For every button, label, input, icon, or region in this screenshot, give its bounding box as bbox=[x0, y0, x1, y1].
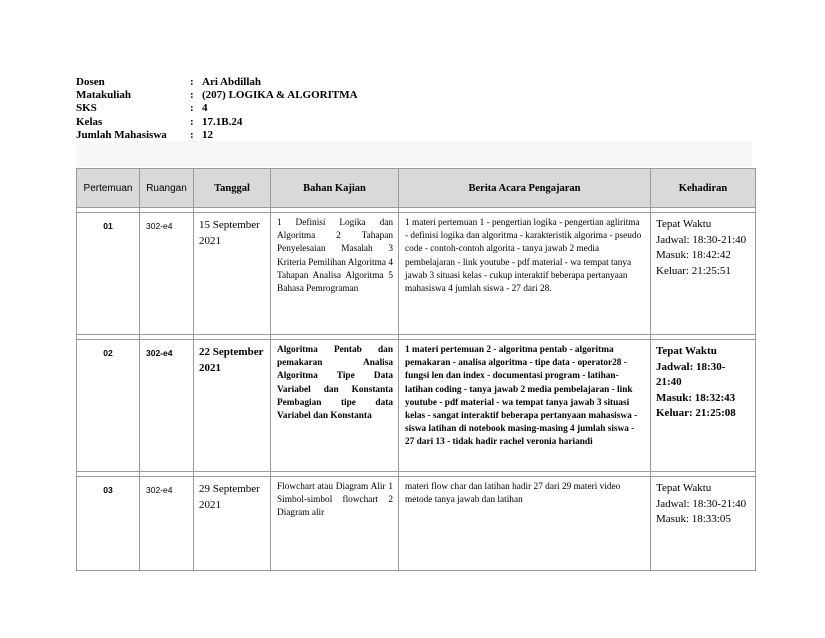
attendance-check-out: Keluar: 21:25:08 bbox=[656, 407, 736, 419]
column-header-ruangan: Ruangan bbox=[140, 169, 194, 208]
cell-ruangan: 302-e4 bbox=[140, 213, 194, 335]
matakuliah-value: (207) LOGIKA & ALGORITMA bbox=[202, 89, 358, 102]
cell-bahan-kajian: Algoritma Pentab dan pemakaran Analisa Algoritma Tipe Data Variabel dan Konstanta Pembagian tipe data Variabel dan Konstanta bbox=[271, 340, 399, 472]
column-header-berita-acara: Berita Acara Pengajaran bbox=[399, 169, 651, 208]
cell-tanggal: 22 September 2021 bbox=[194, 340, 271, 472]
cell-bahan-kajian: Flowchart atau Diagram Alir 1 Simbol-simbol flowchart 2 Diagram alir bbox=[271, 477, 399, 571]
table-row bbox=[77, 477, 756, 571]
cell-berita-acara: 1 materi pertemuan 2 - algoritma pentab - algoritma pemakaran - analisa algoritma - tipe data - operator28 - fungsi len dan index - documentasi program - latihan-latihan coding - tanya jawab 2 media pembelajaran - link youtube - pdf material - wa tempat tanya jawab 3 situasi kelas - sangat interaktif beberapa pertanyaan mahasiswa - siswa latihan di notebook masing-masing 4 jumlah siswa - 27 dari 13 - tidak hadir rachel veronia hariandi bbox=[399, 340, 651, 472]
table-row bbox=[77, 340, 756, 472]
cell-pertemuan: 03 bbox=[77, 477, 140, 571]
attendance-check-in: Masuk: 18:42:42 bbox=[656, 249, 731, 261]
attendance-status: Tepat Waktu bbox=[656, 482, 712, 494]
header-divider-band bbox=[76, 141, 752, 167]
jumlah-mahasiswa-value: 12 bbox=[202, 128, 213, 141]
header-row-matakuliah bbox=[76, 89, 358, 102]
attendance-status: Tepat Waktu bbox=[656, 345, 717, 357]
attendance-schedule: Jadwal: 18:30-21:40 bbox=[656, 497, 747, 510]
cell-pertemuan: 02 bbox=[77, 340, 140, 472]
cell-bahan-kajian: 1 Definisi Logika dan Algoritma 2 Tahapan Penyelesaian Masalah 3 Kriteria Pemilihan Algoritma 4 Tahapan Analisa Algoritma 5 Bahasa Pemrograman bbox=[271, 213, 399, 335]
kelas-label: Kelas bbox=[76, 115, 103, 128]
column-header-pertemuan: Pertemuan bbox=[77, 169, 140, 208]
column-header-kehadiran: Kehadiran bbox=[651, 169, 756, 208]
colon: : bbox=[190, 115, 194, 128]
kelas-value: 17.1B.24 bbox=[202, 115, 243, 128]
sks-label: SKS bbox=[76, 102, 97, 115]
sks-value: 4 bbox=[202, 102, 208, 115]
attendance-check-in: Masuk: 18:33:05 bbox=[656, 513, 731, 525]
attendance-schedule: Jadwal: 18:30-21:40 bbox=[656, 360, 726, 388]
header-row-sks bbox=[76, 102, 358, 115]
cell-pertemuan: 01 bbox=[77, 213, 140, 335]
attendance-status: Tepat Waktu bbox=[656, 218, 712, 230]
colon: : bbox=[190, 102, 194, 115]
column-header-bahan-kajian: Bahan Kajian bbox=[271, 169, 399, 208]
cell-kehadiran bbox=[651, 477, 756, 571]
dosen-label: Dosen bbox=[76, 76, 105, 88]
colon: : bbox=[190, 89, 194, 102]
cell-tanggal: 15 September 2021 bbox=[194, 213, 271, 335]
cell-tanggal: 29 September 2021 bbox=[194, 477, 271, 571]
attendance-check-in: Masuk: 18:32:43 bbox=[656, 391, 736, 404]
course-header bbox=[76, 76, 358, 142]
cell-ruangan: 302-e4 bbox=[140, 477, 194, 571]
table-header-row bbox=[77, 169, 756, 208]
header-row-kelas bbox=[76, 116, 358, 129]
cell-kehadiran bbox=[651, 213, 756, 335]
table-row bbox=[77, 213, 756, 335]
attendance-schedule: Jadwal: 18:30-21:40 bbox=[656, 233, 747, 246]
cell-berita-acara: materi flow char dan latihan hadir 27 dari 29 materi video metode tanya jawab dan latihan bbox=[399, 477, 651, 571]
attendance-table bbox=[76, 168, 756, 571]
colon: : bbox=[190, 128, 194, 141]
column-header-tanggal: Tanggal bbox=[194, 169, 271, 208]
cell-berita-acara: 1 materi pertemuan 1 - pengertian logika - pengertian agliritma - definisi logika dan algoritma - karakteristik algorima - pseudo code - contoh-contoh algorita - tanya jawab 2 media pembelajaran - link youtube - pdf material - wa tempat tanya jawab 3 situasi kelas - cukup interaktif beberapa pertanyaan mahasiswa 4 jumlah siswa - 27 dari 28. bbox=[399, 213, 651, 335]
header-row-dosen bbox=[76, 76, 358, 89]
matakuliah-label: Matakuliah bbox=[76, 89, 132, 102]
cell-ruangan: 302-e4 bbox=[140, 340, 194, 472]
jumlah-mahasiswa-label: Jumlah Mahasiswa bbox=[76, 128, 167, 141]
colon: : bbox=[190, 76, 194, 88]
dosen-value: Ari Abdillah bbox=[202, 76, 261, 88]
attendance-check-out: Keluar: 21:25:51 bbox=[656, 264, 731, 277]
cell-kehadiran bbox=[651, 340, 756, 472]
